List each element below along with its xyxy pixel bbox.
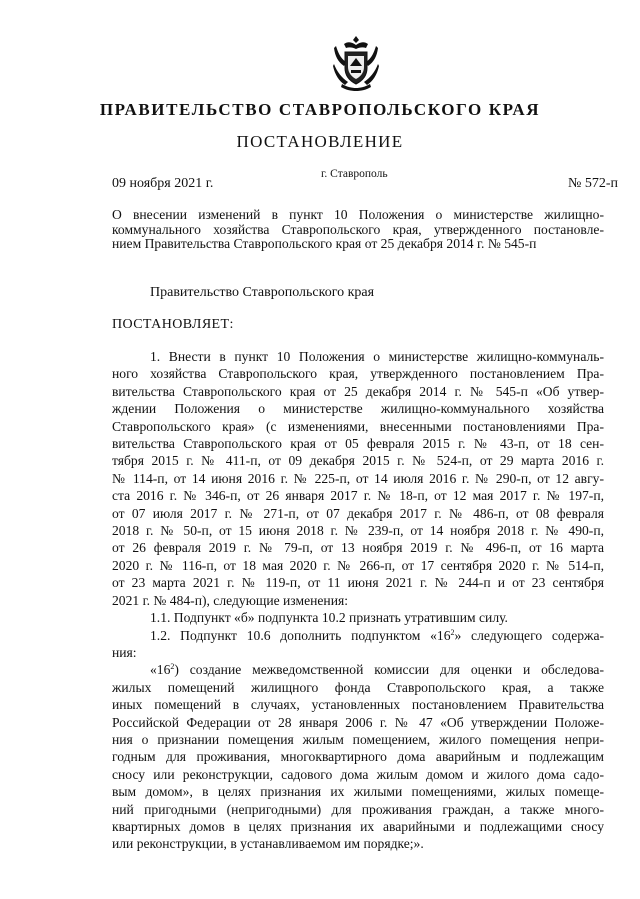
text-line: № 114-п, от 14 июня 2016 г. № 225-п, от 14 июля 2016 г. № 290-п, от 12 авгу-: [112, 470, 604, 486]
quoted-subpoint: [112, 661, 604, 852]
text-line: 1.1. Подпункт «б» подпункта 10.2 признать утратившим силу.: [150, 610, 508, 626]
document-body: [112, 348, 604, 853]
text-line: ний пригодными (непригодными) для проживания граждан, а также много-: [112, 801, 604, 817]
subject-line: О внесении изменений в пункт 10 Положения о министерстве жилищно-: [112, 207, 604, 222]
text-line: от 23 марта 2021 г. № 119-п, от 11 июня 2021 г. № 244-п и от 23 сентября: [112, 575, 604, 591]
text-line: ния о признании помещения жилым помещением, жилого помещения непри-: [112, 731, 604, 747]
text-line: или реконструкции, в устанавливаемом им порядке;».: [112, 836, 424, 852]
text-line: 2018 г. № 50-п, от 15 июня 2018 г. № 239-п, от 14 ноября 2018 г. № 490-п,: [112, 523, 604, 539]
text-line: тября 2015 г. № 411-п, от 09 декабря 2015 г. № 524-п, от 29 марта 2016 г.: [112, 453, 604, 469]
text-line: сносу или реконструкции, садового дома жилым домом и жилого дома садо-: [112, 766, 604, 782]
subject-line: нием Правительства Ставропольского края от 25 декабря 2014 г. № 545-п: [112, 236, 537, 251]
subject-line: коммунального хозяйства Ставропольского края, утвержденного постановле-: [112, 221, 604, 237]
document-subject: [112, 208, 604, 252]
document-type: ПОСТАНОВЛЕНИЕ: [236, 132, 404, 151]
text-line: ного хозяйства Ставропольского края, утвержденного постановлением Пра-: [112, 366, 604, 382]
text-line: 1. Внести в пункт 10 Положения о министерстве жилищно-коммуналь-: [150, 349, 604, 364]
coat-of-arms-icon: [330, 34, 382, 92]
paragraph-1: [112, 348, 604, 609]
issuing-authority: Правительство Ставропольского края: [150, 285, 375, 300]
text-line: Ставропольского края» (с изменениями, внесенными постановлениями Пра-: [112, 418, 604, 434]
government-title: ПРАВИТЕЛЬСТВО СТАВРОПОЛЬСКОГО КРАЯ: [99, 100, 541, 119]
text-line: квартирных домов в целях признания их аварийными и подлежащими сносу: [112, 818, 604, 834]
text-line: жилых помещений жилищного фонда Ставропольского края, а также: [112, 679, 604, 695]
text-line: иных помещений в случаях, установленных постановлением Правительства: [112, 697, 604, 713]
text-line: ста 2016 г. № 346-п, от 26 января 2017 г. № 18-п, от 12 мая 2017 г. № 197-п,: [112, 488, 604, 504]
text-line: годным для проживания, многоквартирного дома аварийным и подлежащим: [112, 749, 604, 765]
text-line: вительства Ставропольского края от 05 февраля 2015 г. № 43-п, от 18 сен-: [112, 436, 604, 452]
text-line: вым домом», в целях признания их жилыми помещениями, жилых помеще-: [112, 784, 604, 800]
text-line: от 26 февраля 2019 г. № 79-п, от 13 ноября 2019 г. № 496-п, от 16 марта: [112, 540, 604, 556]
resolves-heading: ПОСТАНОВЛЯЕТ:: [112, 317, 234, 332]
document-number: № 572-п: [567, 176, 618, 191]
text-line: от 07 июля 2017 г. № 271-п, от 07 декабря 2017 г. № 486-п, от 08 февраля: [112, 505, 604, 521]
item-1-2: [112, 627, 604, 662]
text-line: 2021 г. № 484-п), следующие изменения:: [112, 592, 348, 608]
text-line: 1.2. Подпункт 10.6 дополнить подпунктом «$16^2$» следующего содержа-: [150, 627, 604, 643]
document-city: г. Ставрополь: [321, 168, 388, 180]
document-date: 09 ноября 2021 г.: [112, 176, 214, 191]
text-line: «$16^2$) создание межведомственной комиссии для оценки и обследова-: [150, 662, 604, 678]
text-line: 2020 г. № 116-п, от 18 мая 2020 г. № 266-п, от 17 сентября 2020 г. № 514-п,: [112, 557, 604, 573]
text-line: ждении Положения о министерстве жилищно-коммунального хозяйства: [112, 401, 604, 417]
text-line: ния:: [112, 644, 137, 660]
text-line: вительства Ставропольского края от 25 декабря 2014 г. № 545-п «Об утвер-: [112, 383, 604, 399]
item-1-1: [112, 609, 604, 626]
text-line: Российской Федерации от 28 января 2006 г. № 47 «Об утверждении Положе-: [112, 714, 604, 730]
